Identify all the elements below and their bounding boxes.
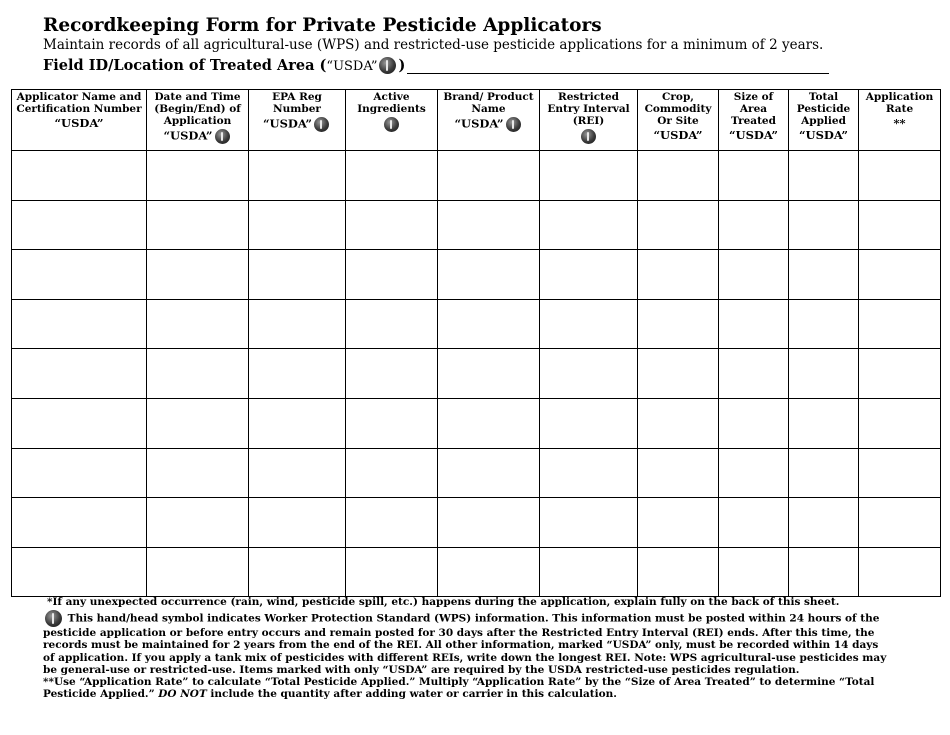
cell-epa[interactable] xyxy=(249,299,346,349)
cell-applicator[interactable] xyxy=(12,250,147,300)
cell-rei[interactable] xyxy=(540,498,638,548)
cell-total[interactable] xyxy=(789,299,859,349)
records-table xyxy=(11,89,941,597)
cell-datetime[interactable] xyxy=(147,498,249,548)
cell-datetime[interactable] xyxy=(147,299,249,349)
hand-head-icon xyxy=(314,117,329,132)
table-row xyxy=(12,299,941,349)
cell-crop[interactable] xyxy=(638,547,719,597)
cell-rei[interactable] xyxy=(540,151,638,201)
hand-head-icon xyxy=(581,129,596,144)
cell-total[interactable] xyxy=(789,250,859,300)
form-subtitle: Maintain records of all agricultural-use (WPS) and restricted-use pesticide applications for a minimum of 2 years. xyxy=(43,37,824,53)
note-application-rate xyxy=(43,676,893,700)
cell-rate[interactable] xyxy=(859,299,941,349)
column-label: Crop, Commodity Or Site xyxy=(644,91,712,127)
column-tag-line xyxy=(251,117,343,132)
column-header-total xyxy=(789,90,859,151)
hand-head-icon xyxy=(215,129,230,144)
cell-crop[interactable] xyxy=(638,299,719,349)
column-tag-line xyxy=(721,129,786,141)
column-label: Application Rate xyxy=(865,91,934,115)
cell-epa[interactable] xyxy=(249,498,346,548)
hand-head-icon xyxy=(45,610,62,627)
column-tag-line xyxy=(640,129,716,141)
column-label: Brand/ Product Name xyxy=(443,91,534,115)
column-header-size xyxy=(719,90,789,151)
column-tag-line xyxy=(440,117,537,132)
column-header-datetime xyxy=(147,90,249,151)
hand-head-icon xyxy=(384,117,399,132)
cell-applicator[interactable] xyxy=(12,151,147,201)
cell-rate[interactable] xyxy=(859,498,941,548)
cell-epa[interactable] xyxy=(249,151,346,201)
cell-brand[interactable] xyxy=(438,547,540,597)
cell-epa[interactable] xyxy=(249,547,346,597)
column-usda-tag: “USDA” xyxy=(653,128,703,142)
cell-total[interactable] xyxy=(789,547,859,597)
table-row xyxy=(12,398,941,448)
cell-active[interactable] xyxy=(346,547,438,597)
cell-rate[interactable] xyxy=(859,349,941,399)
column-tag-line xyxy=(861,117,938,129)
cell-applicator[interactable] xyxy=(12,398,147,448)
cell-size[interactable] xyxy=(719,349,789,399)
cell-rate[interactable] xyxy=(859,547,941,597)
cell-datetime[interactable] xyxy=(147,448,249,498)
cell-size[interactable] xyxy=(719,448,789,498)
cell-total[interactable] xyxy=(789,349,859,399)
note-rate-text: **Use “Application Rate” to calculate “Total Pesticide Applied.” Multiply “Application Rate” by the “Size of Area Treated” to determine “Total Pesticide Applied.” xyxy=(43,676,875,701)
table-row xyxy=(12,200,941,250)
cell-epa[interactable] xyxy=(249,250,346,300)
cell-brand[interactable] xyxy=(438,299,540,349)
cell-crop[interactable] xyxy=(638,200,719,250)
cell-epa[interactable] xyxy=(249,398,346,448)
field-id-usda-tag: “USDA” xyxy=(326,59,378,74)
column-usda-tag: “USDA” xyxy=(454,116,504,131)
cell-brand[interactable] xyxy=(438,200,540,250)
cell-datetime[interactable] xyxy=(147,200,249,250)
table-row xyxy=(12,547,941,597)
cell-brand[interactable] xyxy=(438,250,540,300)
cell-applicator[interactable] xyxy=(12,498,147,548)
cell-active[interactable] xyxy=(346,151,438,201)
column-usda-tag: “USDA” xyxy=(728,128,779,142)
column-label: Restricted Entry Interval (REI) xyxy=(547,91,630,127)
column-label: EPA Reg Number xyxy=(272,91,322,115)
cell-rate[interactable] xyxy=(859,250,941,300)
cell-datetime[interactable] xyxy=(147,151,249,201)
field-id-label: Field ID/Location of Treated Area ( xyxy=(43,57,327,74)
cell-applicator[interactable] xyxy=(12,349,147,399)
field-id-close: ) xyxy=(398,57,406,74)
cell-total[interactable] xyxy=(789,200,859,250)
column-header-rate xyxy=(859,90,941,151)
form-title: Recordkeeping Form for Private Pesticide Applicators xyxy=(43,15,602,36)
cell-rei[interactable] xyxy=(540,349,638,399)
note-rate-text-end: include the quantity after adding water or carrier in this calculation. xyxy=(210,688,617,701)
cell-datetime[interactable] xyxy=(147,398,249,448)
column-label: Date and Time (Begin/End) of Application xyxy=(154,91,241,127)
table-row xyxy=(12,498,941,548)
field-id-input-line[interactable] xyxy=(407,59,829,74)
cell-rate[interactable] xyxy=(859,398,941,448)
column-tag-line xyxy=(542,129,635,144)
column-header-applicator xyxy=(12,90,147,151)
cell-epa[interactable] xyxy=(249,349,346,399)
cell-size[interactable] xyxy=(719,200,789,250)
cell-applicator[interactable] xyxy=(12,547,147,597)
column-header-rei xyxy=(540,90,638,151)
cell-rei[interactable] xyxy=(540,200,638,250)
cell-datetime[interactable] xyxy=(147,349,249,399)
cell-brand[interactable] xyxy=(438,349,540,399)
column-label: Size of Area Treated xyxy=(731,91,776,127)
column-label: Applicator Name and Certification Number xyxy=(16,91,142,115)
column-usda-tag: “USDA” xyxy=(54,116,104,130)
cell-active[interactable] xyxy=(346,398,438,448)
column-label: Total Pesticide Applied xyxy=(796,91,851,127)
column-usda-tag: “USDA” xyxy=(163,128,213,143)
column-label: Active Ingredients xyxy=(357,91,426,115)
cell-rate[interactable] xyxy=(859,200,941,250)
cell-datetime[interactable] xyxy=(147,547,249,597)
hand-head-icon xyxy=(379,57,396,74)
footnotes xyxy=(43,596,893,700)
cell-brand[interactable] xyxy=(438,448,540,498)
table-header-row xyxy=(12,90,941,151)
cell-rate[interactable] xyxy=(859,448,941,498)
column-usda-tag: “USDA” xyxy=(798,128,849,142)
hand-head-icon xyxy=(506,117,521,132)
column-usda-tag: ** xyxy=(893,116,906,130)
column-usda-tag: “USDA” xyxy=(262,116,313,131)
cell-size[interactable] xyxy=(719,151,789,201)
table-row xyxy=(12,448,941,498)
cell-size[interactable] xyxy=(719,250,789,300)
column-header-crop xyxy=(638,90,719,151)
cell-brand[interactable] xyxy=(438,398,540,448)
cell-size[interactable] xyxy=(719,547,789,597)
cell-crop[interactable] xyxy=(638,250,719,300)
cell-applicator[interactable] xyxy=(12,448,147,498)
cell-active[interactable] xyxy=(346,200,438,250)
column-header-brand xyxy=(438,90,540,151)
cell-applicator[interactable] xyxy=(12,200,147,250)
cell-rei[interactable] xyxy=(540,299,638,349)
cell-crop[interactable] xyxy=(638,498,719,548)
cell-rei[interactable] xyxy=(540,250,638,300)
field-id-line xyxy=(43,57,829,74)
cell-active[interactable] xyxy=(346,448,438,498)
cell-rei[interactable] xyxy=(540,398,638,448)
cell-total[interactable] xyxy=(789,151,859,201)
cell-active[interactable] xyxy=(346,299,438,349)
cell-crop[interactable] xyxy=(638,448,719,498)
column-tag-line xyxy=(149,129,246,144)
cell-epa[interactable] xyxy=(249,200,346,250)
cell-epa[interactable] xyxy=(249,448,346,498)
cell-brand[interactable] xyxy=(438,498,540,548)
table-row xyxy=(12,349,941,399)
cell-crop[interactable] xyxy=(638,349,719,399)
cell-rei[interactable] xyxy=(540,448,638,498)
table-body xyxy=(12,151,941,597)
note-rate-emphasis: DO NOT xyxy=(158,688,207,701)
column-header-epa xyxy=(249,90,346,151)
cell-total[interactable] xyxy=(789,398,859,448)
note-wps-text: This hand/head symbol indicates Worker Protection Standard (WPS) information. This information must be posted within 24 hours of the pesticide application or before entry occurs and remain posted for 30 days after the Restricted Entry Interval (REI) ends. After this time, the records must be maintained for 2 years from the end of the REI. All other information, marked “USDA” only, must be recorded within 14 days of application. If you apply a tank mix of pesticides with different REIs, write down the longest REI. Note: WPS agricultural-use pesticides may be general-use or restricted-use. Items marked with only “USDA” are required by the USDA restricted-use pesticides regulation. xyxy=(43,612,887,676)
cell-size[interactable] xyxy=(719,498,789,548)
cell-crop[interactable] xyxy=(638,151,719,201)
cell-total[interactable] xyxy=(789,448,859,498)
cell-rate[interactable] xyxy=(859,151,941,201)
cell-size[interactable] xyxy=(719,299,789,349)
table-row xyxy=(12,151,941,201)
note-wps xyxy=(43,610,893,676)
cell-crop[interactable] xyxy=(638,398,719,448)
cell-active[interactable] xyxy=(346,349,438,399)
table-row xyxy=(12,250,941,300)
note-unexpected: *If any unexpected occurrence (rain, wind, pesticide spill, etc.) happens during the application, explain fully on the back of this sheet. xyxy=(47,596,840,608)
cell-applicator[interactable] xyxy=(12,299,147,349)
cell-datetime[interactable] xyxy=(147,250,249,300)
cell-total[interactable] xyxy=(789,498,859,548)
cell-size[interactable] xyxy=(719,398,789,448)
cell-active[interactable] xyxy=(346,250,438,300)
column-header-active xyxy=(346,90,438,151)
column-tag-line xyxy=(348,117,435,132)
column-tag-line xyxy=(14,117,144,129)
cell-rei[interactable] xyxy=(540,547,638,597)
cell-active[interactable] xyxy=(346,498,438,548)
column-tag-line xyxy=(791,129,856,141)
cell-brand[interactable] xyxy=(438,151,540,201)
